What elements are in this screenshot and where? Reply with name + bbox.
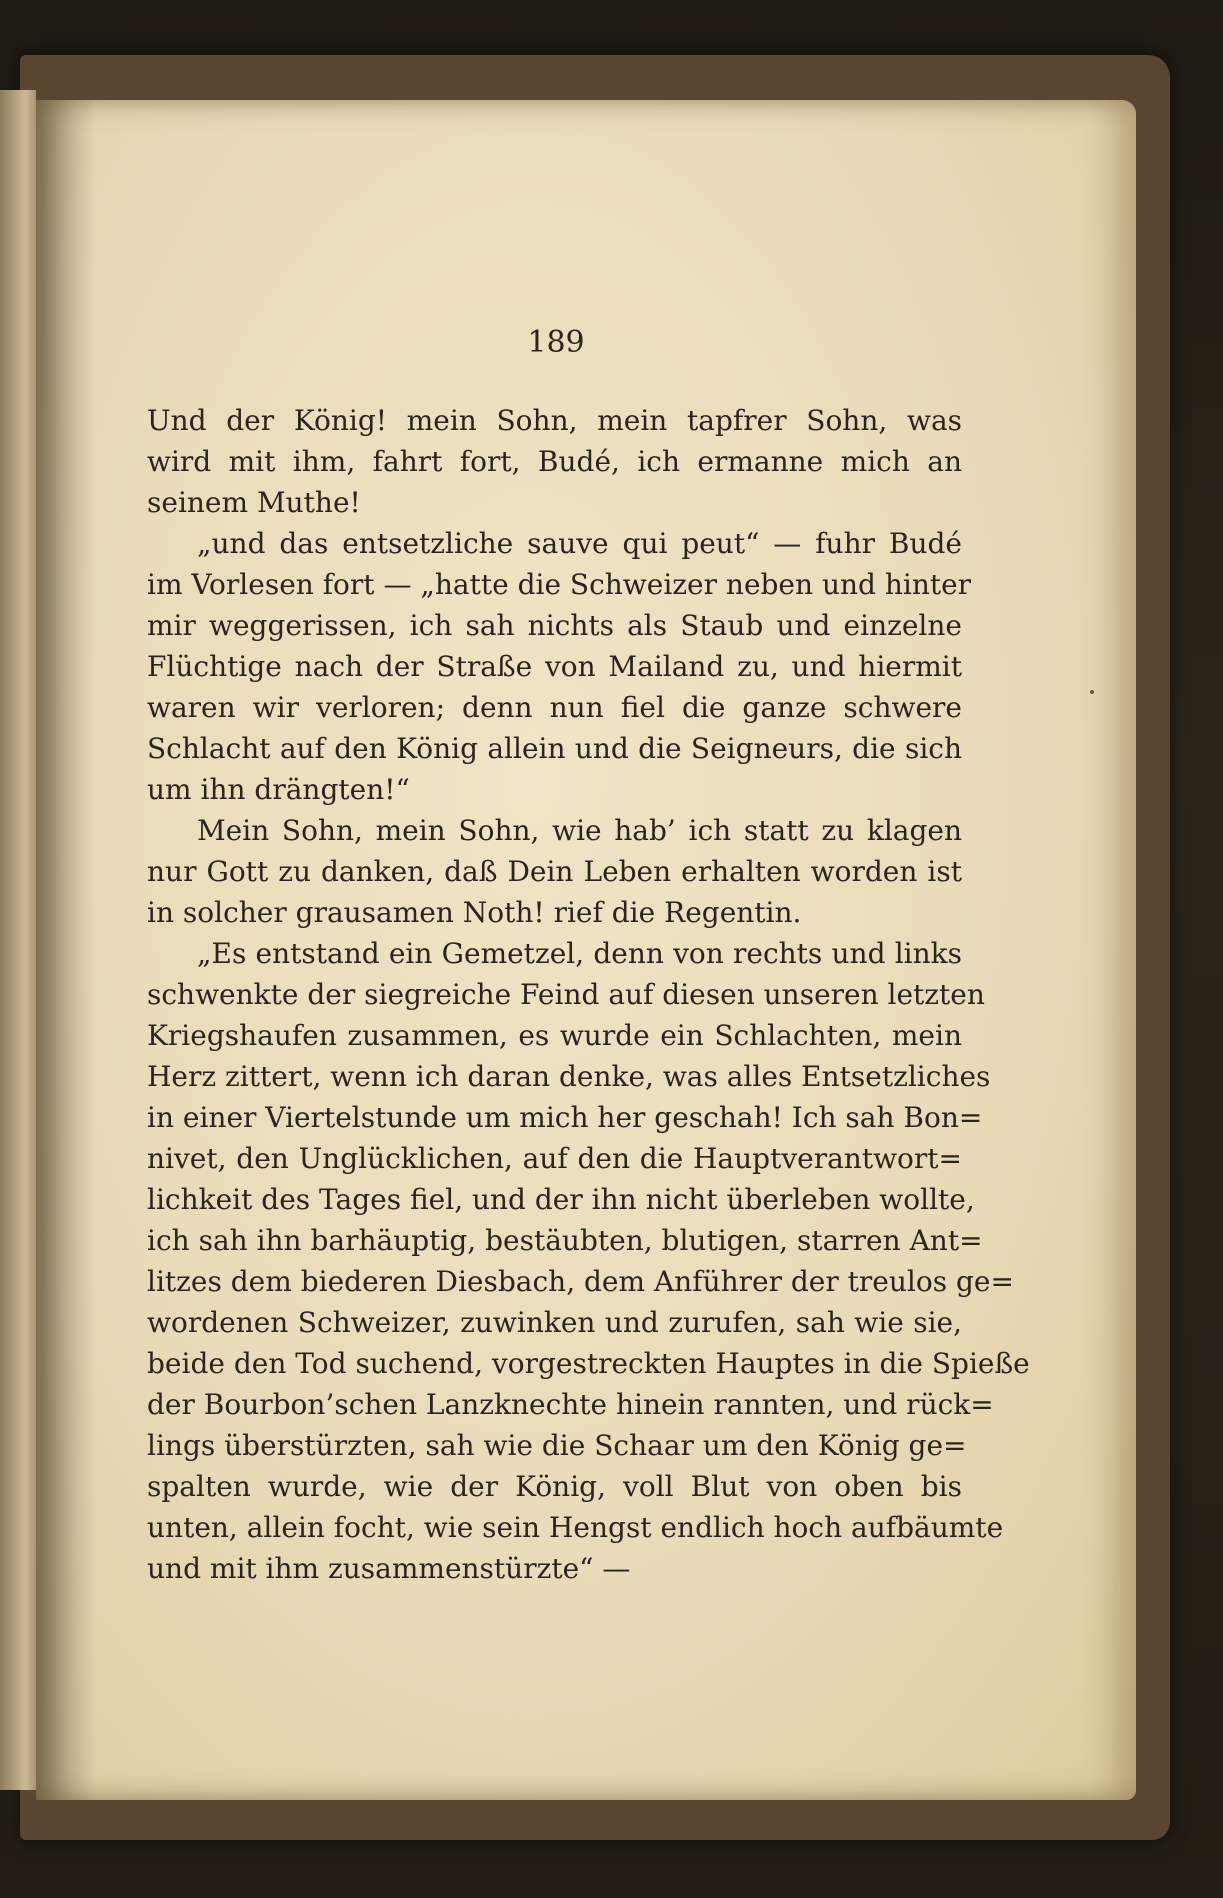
text-line: nivet, den Unglücklichen, auf den die Hauptverantwort= — [147, 1142, 962, 1175]
text-line: in einer Viertelstunde um mich her geschah! Ich sah Bon= — [147, 1101, 983, 1134]
text-line: lings überstürzten, sah wie die Schaar um den König ge= — [147, 1429, 967, 1462]
text-line: der Bourbon’schen Lanzknechte hinein rannten, und rück= — [147, 1388, 994, 1421]
text-line: wird mit ihm, fahrt fort, Budé, ich ermanne mich an — [147, 445, 962, 478]
text-line: unten, allein focht, wie sein Hengst endlich hoch aufbäumte — [147, 1511, 1004, 1544]
text-line: im Vorlesen fort — „hatte die Schweizer neben und hinter — [147, 568, 972, 601]
text-line: waren wir verloren; denn nun fiel die ganze schwere — [147, 691, 962, 724]
text-line: „Es entstand ein Gemetzel, denn von rechts und links — [197, 937, 962, 970]
text-line: ich sah ihn barhäuptig, bestäubten, blutigen, starren Ant= — [147, 1224, 983, 1257]
page-text — [147, 400, 1030, 1589]
book-page — [36, 100, 1136, 1800]
text-line: spalten wurde, wie der König, voll Blut von oben bis — [147, 1470, 962, 1503]
text-line: Schlacht auf den König allein und die Seigneurs, die sich — [147, 732, 962, 765]
page-number: 189 — [527, 325, 585, 360]
gutter-shadow — [36, 100, 96, 1800]
text-line: Herz zittert, wenn ich daran denke, was alles Entsetzliches — [147, 1060, 991, 1093]
text-line: und mit ihm zusammenstürzte“ — — [147, 1552, 631, 1585]
text-line: lichkeit des Tages fiel, und der ihn nicht überleben wollte, — [147, 1183, 975, 1216]
text-line: Und der König! mein Sohn, mein tapfrer Sohn, was — [147, 404, 962, 437]
text-line: Flüchtige nach der Straße von Mailand zu, und hiermit — [147, 650, 962, 683]
text-line: beide den Tod suchend, vorgestreckten Hauptes in die Spieße — [147, 1347, 1030, 1380]
text-line: „und das entsetzliche sauve qui peut“ — fuhr Budé — [197, 527, 962, 560]
text-line: Mein Sohn, mein Sohn, wie hab’ ich statt zu klagen — [197, 814, 962, 847]
text-line: seinem Muthe! — [147, 486, 361, 519]
text-line: schwenkte der siegreiche Feind auf diesen unseren letzten — [147, 978, 985, 1011]
text-line: mir weggerissen, ich sah nichts als Staub und einzelne — [147, 609, 962, 642]
text-line: nur Gott zu danken, daß Dein Leben erhalten worden ist — [147, 855, 962, 888]
text-line: Kriegshaufen zusammen, es wurde ein Schlachten, mein — [147, 1019, 962, 1052]
left-page-edge — [0, 90, 36, 1790]
text-line: in solcher grausamen Noth! rief die Regentin. — [147, 896, 802, 929]
text-line: litzes dem biederen Diesbach, dem Anführer der treulos ge= — [147, 1265, 1014, 1298]
text-line: wordenen Schweizer, zuwinken und zurufen, sah wie sie, — [147, 1306, 962, 1339]
margin-speck — [1090, 690, 1094, 694]
text-line: um ihn drängten!“ — [147, 773, 410, 806]
